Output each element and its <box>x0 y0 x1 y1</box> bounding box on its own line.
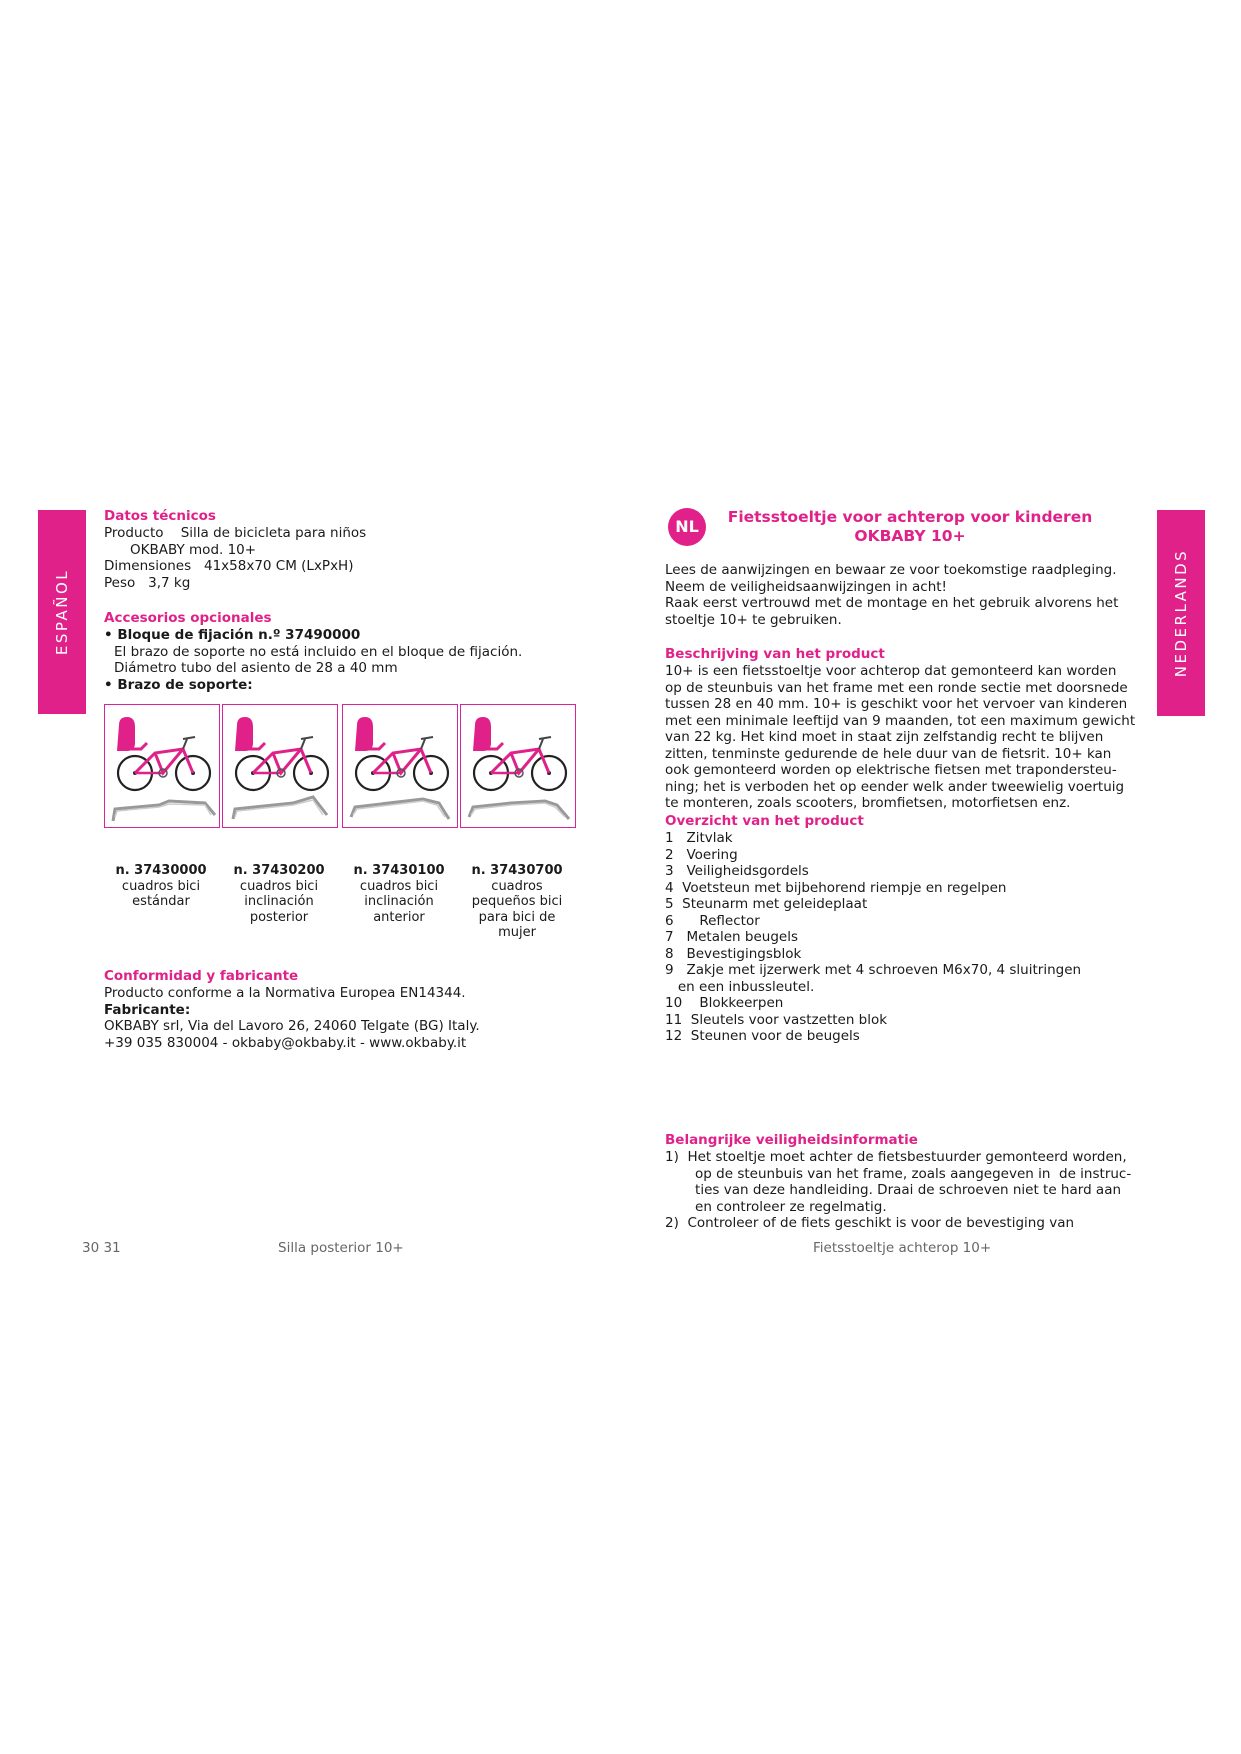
product-tile-37430200 <box>222 704 338 828</box>
intro-line: Neem de veiligheidsaanwijzingen in acht! <box>665 578 947 595</box>
producto-model: OKBABY mod. 10+ <box>130 541 257 558</box>
beschrijving-line: ook gemonteerd worden op elektrische fietsen met trapondersteu- <box>665 762 1117 778</box>
conformidad-line: Producto conforme a la Normativa Europea EN14344. <box>104 985 466 1001</box>
product-caption-4 <box>458 863 576 941</box>
beschrijving-line: op de steunbuis van het frame met een ronde sectie met doorsnede <box>665 679 1128 696</box>
intro-line: Raak eerst vertrouwd met de montage en het gebruik alvorens het <box>665 595 1119 611</box>
peso-label: Peso <box>104 574 136 591</box>
veiligheid-list <box>665 1149 1131 1232</box>
list-item: 11 Sleutels voor vastzetten blok <box>665 1011 888 1028</box>
peso-value: 3,7 kg <box>148 574 191 591</box>
product-desc: inclinación <box>364 894 434 909</box>
overzicht-heading: Overzicht van het product <box>665 813 864 829</box>
beschrijving-heading: Beschrijving van het product <box>665 646 885 662</box>
list-item: 9 Zakje met ijzerwerk met 4 schroeven M6x70, 4 sluitringen <box>665 962 1082 978</box>
product-desc: estándar <box>132 894 190 909</box>
list-item: ties van deze handleiding. Draai de schroeven niet te hard aan <box>665 1182 1122 1198</box>
nl-title-line-2: OKBABY 10+ <box>854 527 966 545</box>
product-tile-37430700 <box>460 704 576 828</box>
product-desc: cuadros bici <box>359 878 439 894</box>
product-desc: inclinación <box>244 894 314 909</box>
list-item: 7 Metalen beugels <box>665 929 798 945</box>
beschrijving-line: van 22 kg. Het kind moet in staat zijn zelfstandig recht te blijven <box>665 729 1104 745</box>
nl-title-line-1: Fietsstoeltje voor achterop voor kinderen <box>727 508 1093 526</box>
accesorios-heading: Accesorios opcionales <box>104 610 272 626</box>
page-numbers: 30 31 <box>82 1240 121 1256</box>
intro-line: Lees de aanwijzingen en bewaar ze voor toekomstige raadpleging. <box>665 562 1117 578</box>
beschrijving-line: ning; het is verboden het op eender welk ander tweewielig voertuig <box>665 778 1125 795</box>
bloque-note-1: El brazo de soporte no está incluido en el bloque de fijación. <box>114 643 523 660</box>
overzicht-list <box>665 830 1081 1045</box>
list-item: en een inbussleutel. <box>665 978 815 995</box>
beschrijving-line: 10+ is een fietsstoeltje voor achterop dat gemonteerd kan worden <box>665 663 1117 679</box>
beschrijving-line: zitten, tenminste gedurende de hele duur van de fietsrit. 10+ kan <box>665 745 1112 762</box>
datos-tecnicos-heading: Datos técnicos <box>104 508 216 524</box>
product-desc: para bici de <box>478 909 556 925</box>
dimensiones-label: Dimensiones <box>104 558 192 574</box>
right-footer-title: Fietsstoeltje achterop 10+ <box>813 1240 992 1256</box>
beschrijving-line: tussen 28 en 40 mm. 10+ is geschikt voor het vervoer van kinderen <box>665 696 1128 712</box>
intro-line: stoeltje 10+ te gebruiken. <box>665 611 842 628</box>
list-item: 10 Blokkeerpen <box>665 995 784 1011</box>
producto-value: Silla de bicicleta para niños <box>180 525 367 541</box>
conformidad-block <box>104 985 480 1051</box>
list-item: 2 Voering <box>665 846 738 863</box>
bike-seat-image <box>105 705 219 827</box>
bike-seat-image <box>461 705 575 827</box>
list-item: en controleer ze regelmatig. <box>665 1198 887 1215</box>
veiligheid-heading: Belangrijke veiligheidsinformatie <box>665 1132 918 1148</box>
fabricante-label: Fabricante: <box>104 1001 191 1018</box>
fabricante-address: OKBABY srl, Via del Lavoro 26, 24060 Telgate (BG) Italy. <box>104 1018 480 1034</box>
list-item: 12 Steunen voor de beugels <box>665 1028 860 1044</box>
nl-language-badge: NL <box>668 508 706 546</box>
list-item: 1) Het stoeltje moet achter de fietsbestuurder gemonteerd worden, <box>665 1149 1127 1165</box>
nederlands-language-tab <box>1157 510 1205 716</box>
list-item: 6 Reflector <box>665 912 760 929</box>
espanol-tab-label: ESPAÑOL <box>53 568 71 656</box>
product-tile-37430000 <box>104 704 220 828</box>
product-code: n. 37430100 <box>353 863 445 878</box>
list-item: 4 Voetsteun met bijbehorend riempje en regelpen <box>665 879 1007 896</box>
product-caption-1 <box>102 863 220 910</box>
product-code: n. 37430000 <box>115 863 207 878</box>
list-item: 8 Bevestigingsblok <box>665 945 802 962</box>
beschrijving-line: met een minimale leeftijd van 9 maanden, tot een maximum gewicht <box>665 712 1136 729</box>
brazo-soporte: • Brazo de soporte: <box>104 676 253 693</box>
fabricante-contact: +39 035 830004 - okbaby@okbaby.it - www.okbaby.it <box>104 1034 467 1051</box>
list-item: 5 Steunarm met geleideplaat <box>665 896 868 912</box>
product-desc: cuadros bici <box>239 878 319 894</box>
list-item: op de steunbuis van het frame, zoals aangegeven in de instruc- <box>665 1165 1132 1182</box>
product-desc: cuadros bici <box>121 878 201 894</box>
conformidad-heading: Conformidad y fabricante <box>104 968 299 984</box>
nederlands-tab-label: NEDERLANDS <box>1172 548 1190 678</box>
product-code: n. 37430700 <box>471 863 563 878</box>
bike-seat-image <box>223 705 337 827</box>
beschrijving-block <box>665 663 1135 812</box>
left-footer-title: Silla posterior 10+ <box>278 1240 404 1256</box>
espanol-language-tab <box>38 510 86 714</box>
product-desc: anterior <box>373 909 425 925</box>
nl-document-title <box>700 508 1120 546</box>
list-item: 3 Veiligheidsgordels <box>665 863 809 879</box>
accesorios-block <box>104 627 522 693</box>
bloque-fijacion: • Bloque de fijación n.º 37490000 <box>104 627 361 643</box>
beschrijving-line: te monteren, zoals scooters, bromfietsen, motorfietsen enz. <box>665 795 1071 811</box>
list-item: 2) Controleer of de fiets geschikt is voor de bevestiging van <box>665 1215 1075 1231</box>
producto-label: Producto <box>104 525 164 541</box>
bike-seat-image <box>343 705 457 827</box>
spec-table <box>104 525 366 591</box>
product-caption-2 <box>220 863 338 925</box>
product-desc: mujer <box>498 925 536 940</box>
bloque-note-2: Diámetro tubo del asiento de 28 a 40 mm <box>114 660 398 676</box>
list-item: 1 Zitvlak <box>665 830 733 846</box>
product-code: n. 37430200 <box>233 863 325 878</box>
product-desc: pequeños bici <box>471 894 563 909</box>
product-desc: cuadros <box>491 878 543 894</box>
product-desc: posterior <box>249 909 309 925</box>
product-tile-37430100 <box>342 704 458 828</box>
dimensiones-value: 41x58x70 CM (LxPxH) <box>203 558 354 574</box>
nl-intro <box>665 562 1118 628</box>
product-caption-3 <box>340 863 458 925</box>
